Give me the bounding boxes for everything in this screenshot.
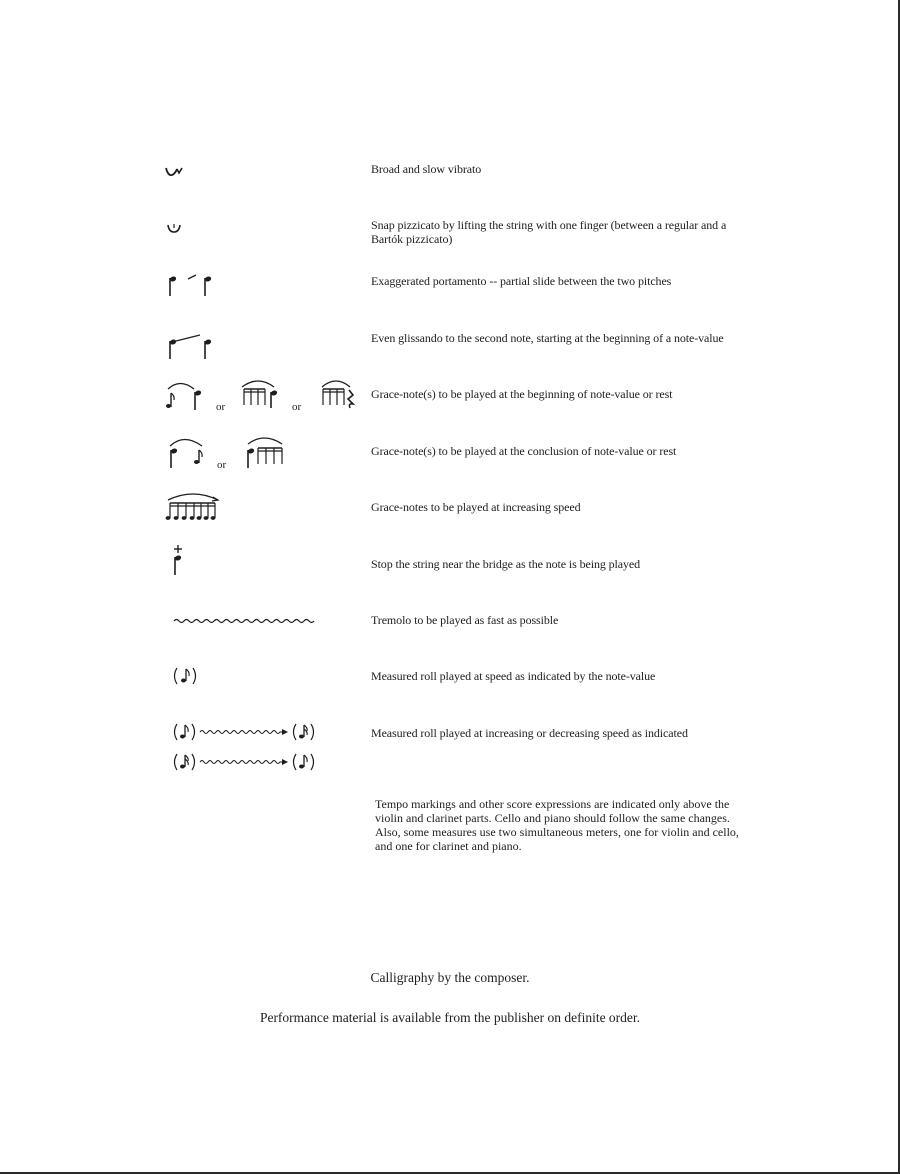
legend-description: Measured roll played at speed as indicated by the note-value	[371, 669, 656, 683]
grace-notes-beginning-icon	[160, 375, 360, 415]
or-label: or	[217, 459, 227, 471]
legend-description: Tremolo to be played as fast as possible	[371, 613, 559, 627]
snap-pizzicato-icon	[160, 220, 190, 236]
legend-description: Grace-note(s) to be played at the conclusion of note-value or rest	[371, 444, 677, 458]
legend-description: Exaggerated portamento -- partial slide between the two pitches	[371, 274, 672, 288]
legend-description: Grace-notes to be played at increasing speed	[371, 500, 581, 514]
legend-description: Stop the string near the bridge as the note is being played	[371, 557, 641, 571]
or-label: or	[292, 401, 302, 413]
legend-description: Snap pizzicato by lifting the string with one finger (between a regular and a Bartók pizzicato)	[371, 218, 727, 246]
vibrato-symbol-icon	[160, 164, 190, 180]
measured-roll-icon	[160, 665, 210, 687]
grace-notes-conclusion-icon	[160, 430, 300, 472]
legend-description: Measured roll played at increasing or decreasing speed as indicated	[371, 726, 688, 740]
legend-description: Broad and slow vibrato	[371, 162, 482, 176]
legend-description: Grace-note(s) to be played at the beginning of note-value or rest	[371, 387, 673, 401]
performance-material-notice: Performance material is available from the publisher on definite order.	[259, 1010, 641, 1025]
stop-string-bridge-icon	[160, 543, 190, 583]
performance-note: Tempo markings and other score expressions are indicated only above the violin and clarinet parts. Cello and piano should follow the same changes. Also, some measures use two simultaneous meters, one for violin and cello, and one for clarinet and piano.	[375, 797, 739, 853]
glissando-icon	[160, 331, 220, 361]
accelerating-grace-notes-icon	[160, 488, 230, 524]
portamento-icon	[160, 270, 220, 300]
measured-roll-changing-icon	[160, 721, 330, 775]
or-label: or	[216, 401, 226, 413]
calligraphy-credit: Calligraphy by the composer.	[370, 970, 530, 985]
legend-description: Even glissando to the second note, starting at the beginning of a note-value	[371, 331, 724, 345]
tremolo-wavy-line-icon	[160, 615, 320, 627]
